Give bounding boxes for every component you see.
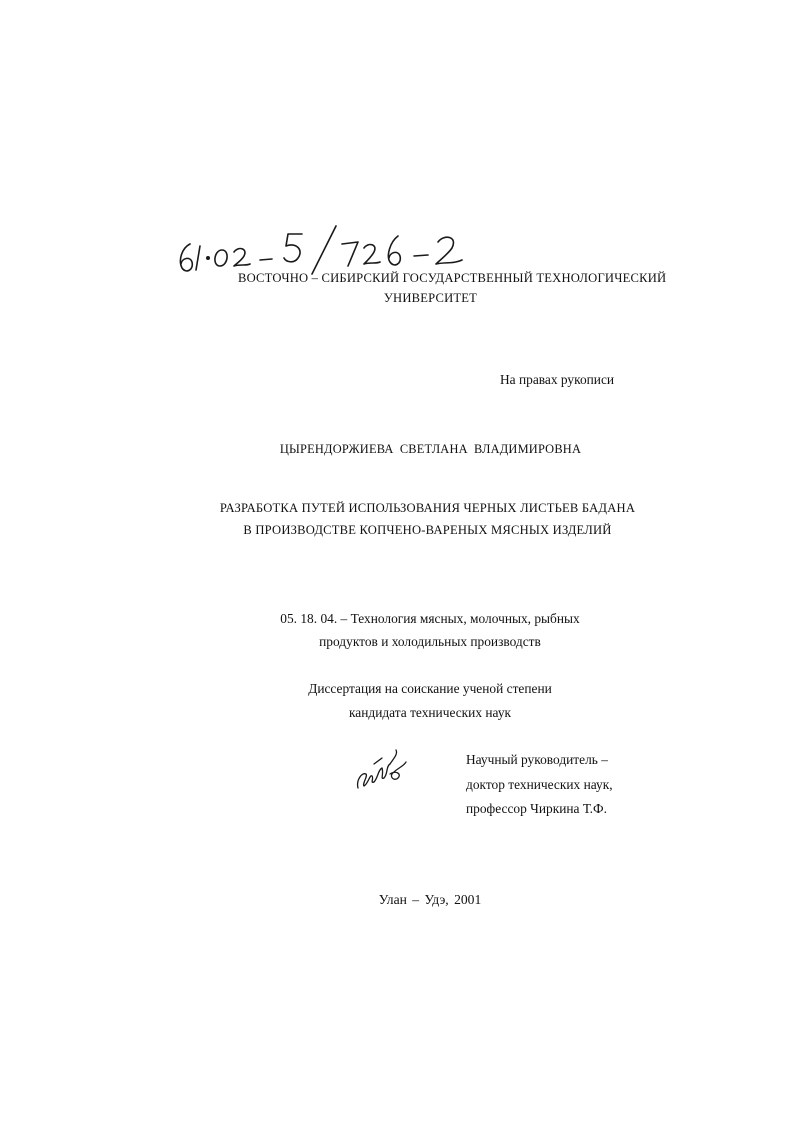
university-name-line1: ВОСТОЧНО – СИБИРСКИЙ ГОСУДАРСТВЕННЫЙ ТЕХНОЛОГИЧЕСКИЙ <box>238 271 667 285</box>
dissertation-title-line1: РАЗРАБОТКА ПУТЕЙ ИСПОЛЬЗОВАНИЯ ЧЕРНЫХ ЛИСТЬЕВ БАДАНА <box>219 501 636 515</box>
city-year: Улан – Удэ, 2001 <box>378 892 482 907</box>
specialty-line2: продуктов и холодильных производств <box>319 634 541 649</box>
supervisor-line2: доктор технических наук, <box>466 777 613 792</box>
dissertation-title-line2: В ПРОИЗВОДСТВЕ КОПЧЕНО-ВАРЕНЫХ МЯСНЫХ ИЗДЕЛИЙ <box>243 523 612 537</box>
signature <box>352 744 408 794</box>
author-name: ЦЫРЕНДОРЖИЕВА СВЕТЛАНА ВЛАДИМИРОВНА <box>279 442 582 456</box>
signature-graphic <box>352 744 408 794</box>
supervisor-line1: Научный руководитель – <box>466 752 608 767</box>
degree-line1: Диссертация на соискание ученой степени <box>308 681 552 696</box>
supervisor-line3: профессор Чиркина Т.Ф. <box>466 801 607 816</box>
degree-line2: кандидата технических наук <box>348 705 512 720</box>
manuscript-rights: На правах рукописи <box>500 372 615 387</box>
university-name-line2: УНИВЕРСИТЕТ <box>383 291 478 305</box>
specialty-line1: 05. 18. 04. – Технология мясных, молочных, рыбных <box>280 611 580 626</box>
